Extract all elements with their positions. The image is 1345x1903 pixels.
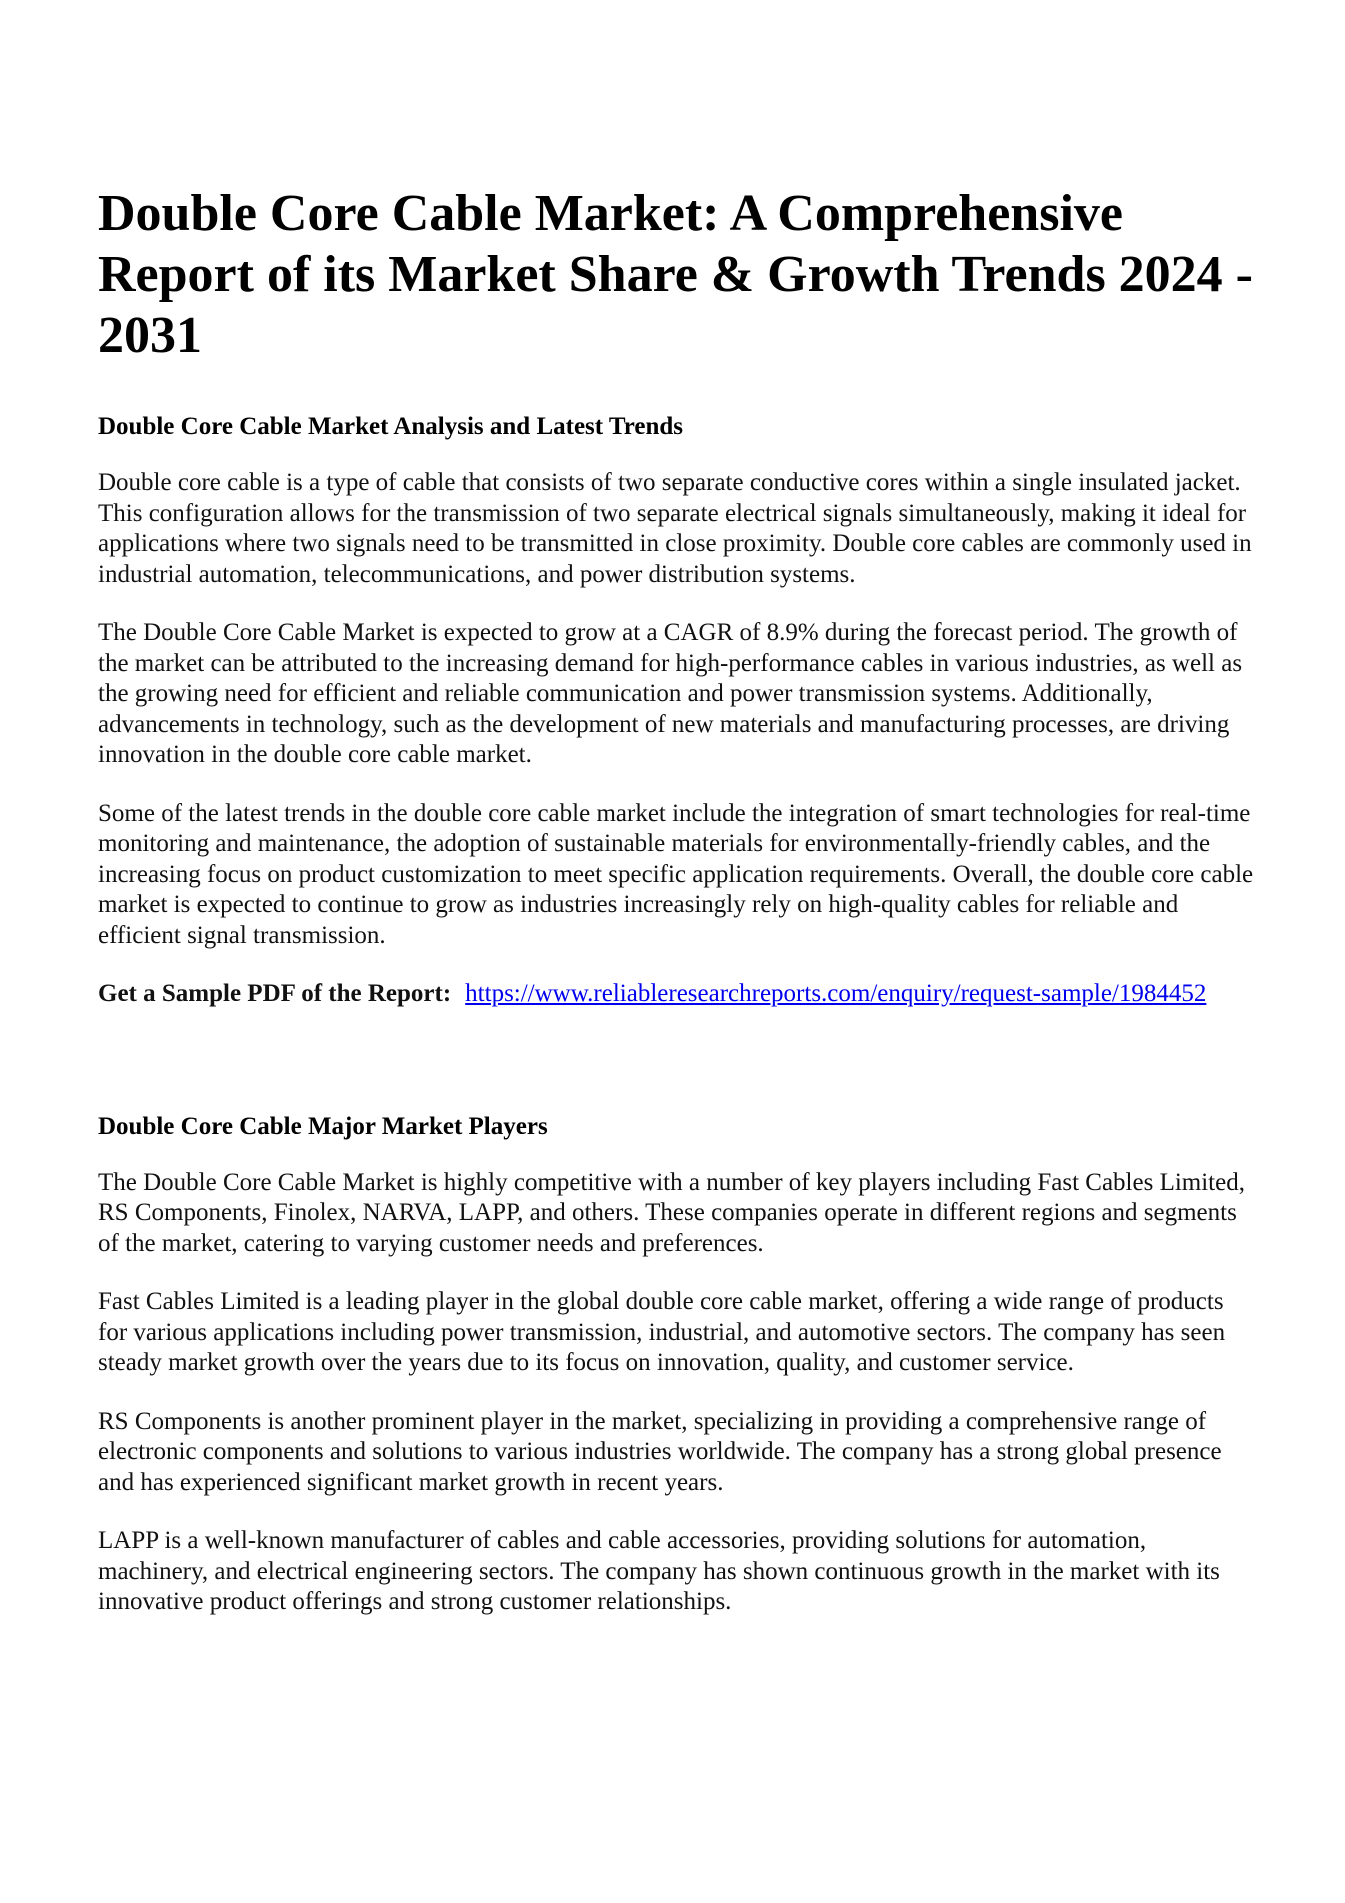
paragraph-definition: Double core cable is a type of cable that consists of two separate conductive cores within a single insulated jacket. This configuration allows for the transmission of two separate electrical signals simultaneously, making it ideal for applications where two signals need to be transmitted in close proximity. Double core cables are commonly used in industrial automation, telecommunications, and power distribution systems. xyxy=(98,469,1252,588)
section-heading-analysis: Double Core Cable Market Analysis and Latest Trends xyxy=(98,413,683,440)
sample-pdf-label: Get a Sample PDF of the Report: xyxy=(98,980,452,1007)
paragraph-lapp: LAPP is a well-known manufacturer of cables and cable accessories, providing solutions for automation, machinery, and electrical engineering sectors. The company has shown continuous growth in the market with its innovative product offerings and strong customer relationships. xyxy=(98,1527,1220,1615)
paragraph-rs-components: RS Components is another prominent player in the market, specializing in providing a comprehensive range of electronic components and solutions to various industries worldwide. The company has a strong global presence and has experienced significant market growth in recent years. xyxy=(98,1407,1222,1496)
paragraph-growth: The Double Core Cable Market is expected to grow at a CAGR of 8.9% during the forecast period. The growth of the market can be attributed to the increasing demand for high-performance cables in various industries, as well as the growing need for efficient and reliable communication and power transmission systems. Additionally, advancements in technology, such as the development of new materials and manufacturing processes, are driving innovation in the double core cable market. xyxy=(98,619,1243,768)
document-page xyxy=(98,183,1258,1646)
paragraph-competition: The Double Core Cable Market is highly competitive with a number of key players including Fast Cables Limited, RS Components, Finolex, NARVA, LAPP, and others. These companies operate in different regions and segments of the market, catering to varying customer needs and preferences. xyxy=(98,1168,1245,1257)
document-title: Double Core Cable Market: A Comprehensive Report of its Market Share & Growth Trends 2024 - 2031 xyxy=(98,185,1253,364)
paragraph-trends: Some of the latest trends in the double core cable market include the integration of smart technologies for real-time monitoring and maintenance, the adoption of sustainable materials for environmentally-friendly cables, and the increasing focus on product customization to meet specific application requirements. Overall, the double core cable market is expected to continue to grow as industries increasingly rely on high-quality cables for reliable and efficient signal transmission. xyxy=(98,799,1254,949)
sample-pdf-link[interactable]: https://www.reliableresearchreports.com/enquiry/request-sample/1984452 xyxy=(465,980,1207,1007)
sample-pdf-line xyxy=(98,979,1258,1010)
section-heading-players: Double Core Cable Major Market Players xyxy=(98,1112,548,1140)
paragraph-fast-cables: Fast Cables Limited is a leading player in the global double core cable market, offering a wide range of products for various applications including power transmission, industrial, and automotive sectors. The company has seen steady market growth over the years due to its focus on innovation, quality, and customer service. xyxy=(98,1288,1226,1376)
